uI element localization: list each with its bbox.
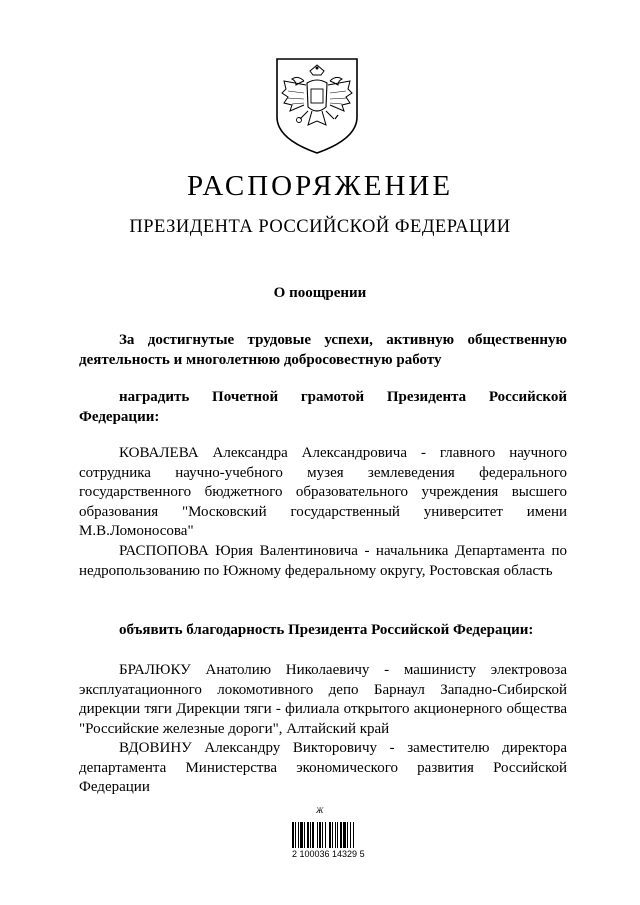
thanks-item: ВДОВИНУ Александру Викторовичу - заместителю директора департамента Министерства экономического развития Российской Федерации — [79, 740, 567, 795]
barcode-block — [292, 806, 372, 866]
preamble-text: За достигнутые трудовые успехи, активную общественную деятельность и многолетнюю добросовестную работу — [79, 332, 567, 368]
document-subtitle: ПРЕЗИДЕНТА РОССИЙСКОЙ ФЕДЕРАЦИИ — [129, 217, 511, 237]
barcode-icon — [292, 822, 372, 848]
barcode-number: 2 100036 14329 5 — [292, 849, 365, 859]
document-title: РАСПОРЯЖЕНИЕ — [186, 170, 454, 202]
order-award-text: наградить Почетной грамотой Президента Российской Федерации: — [79, 389, 567, 425]
order-thanks-text: объявить благодарность Президента Российской Федерации: — [119, 622, 534, 638]
award-item: КОВАЛЕВА Александра Александровича - главного научного сотрудника научно-учебного музея землеведения федерального государственного бюджетного образовательного учреждения высшего образования "Московский государственный университет имени М.В.Ломоносова" — [79, 445, 567, 539]
thanks-item: БРАЛЮКУ Анатолию Николаевичу - машинисту электровоза эксплуатационного локомотивного депо Барнаул Западно-Сибирской дирекции тяги Дирекции тяги - филиала открытого акционерного общества "Российские железные дороги", Алтайский край — [79, 662, 567, 737]
barcode-mark: Ж — [316, 806, 324, 815]
document-heading: О поощрении — [273, 285, 367, 301]
coat-of-arms-icon — [274, 57, 360, 155]
award-item: РАСПОПОВА Юрия Валентиновича - начальника Департамента по недропользованию по Южному федеральному округу, Ростовская область — [79, 543, 567, 579]
